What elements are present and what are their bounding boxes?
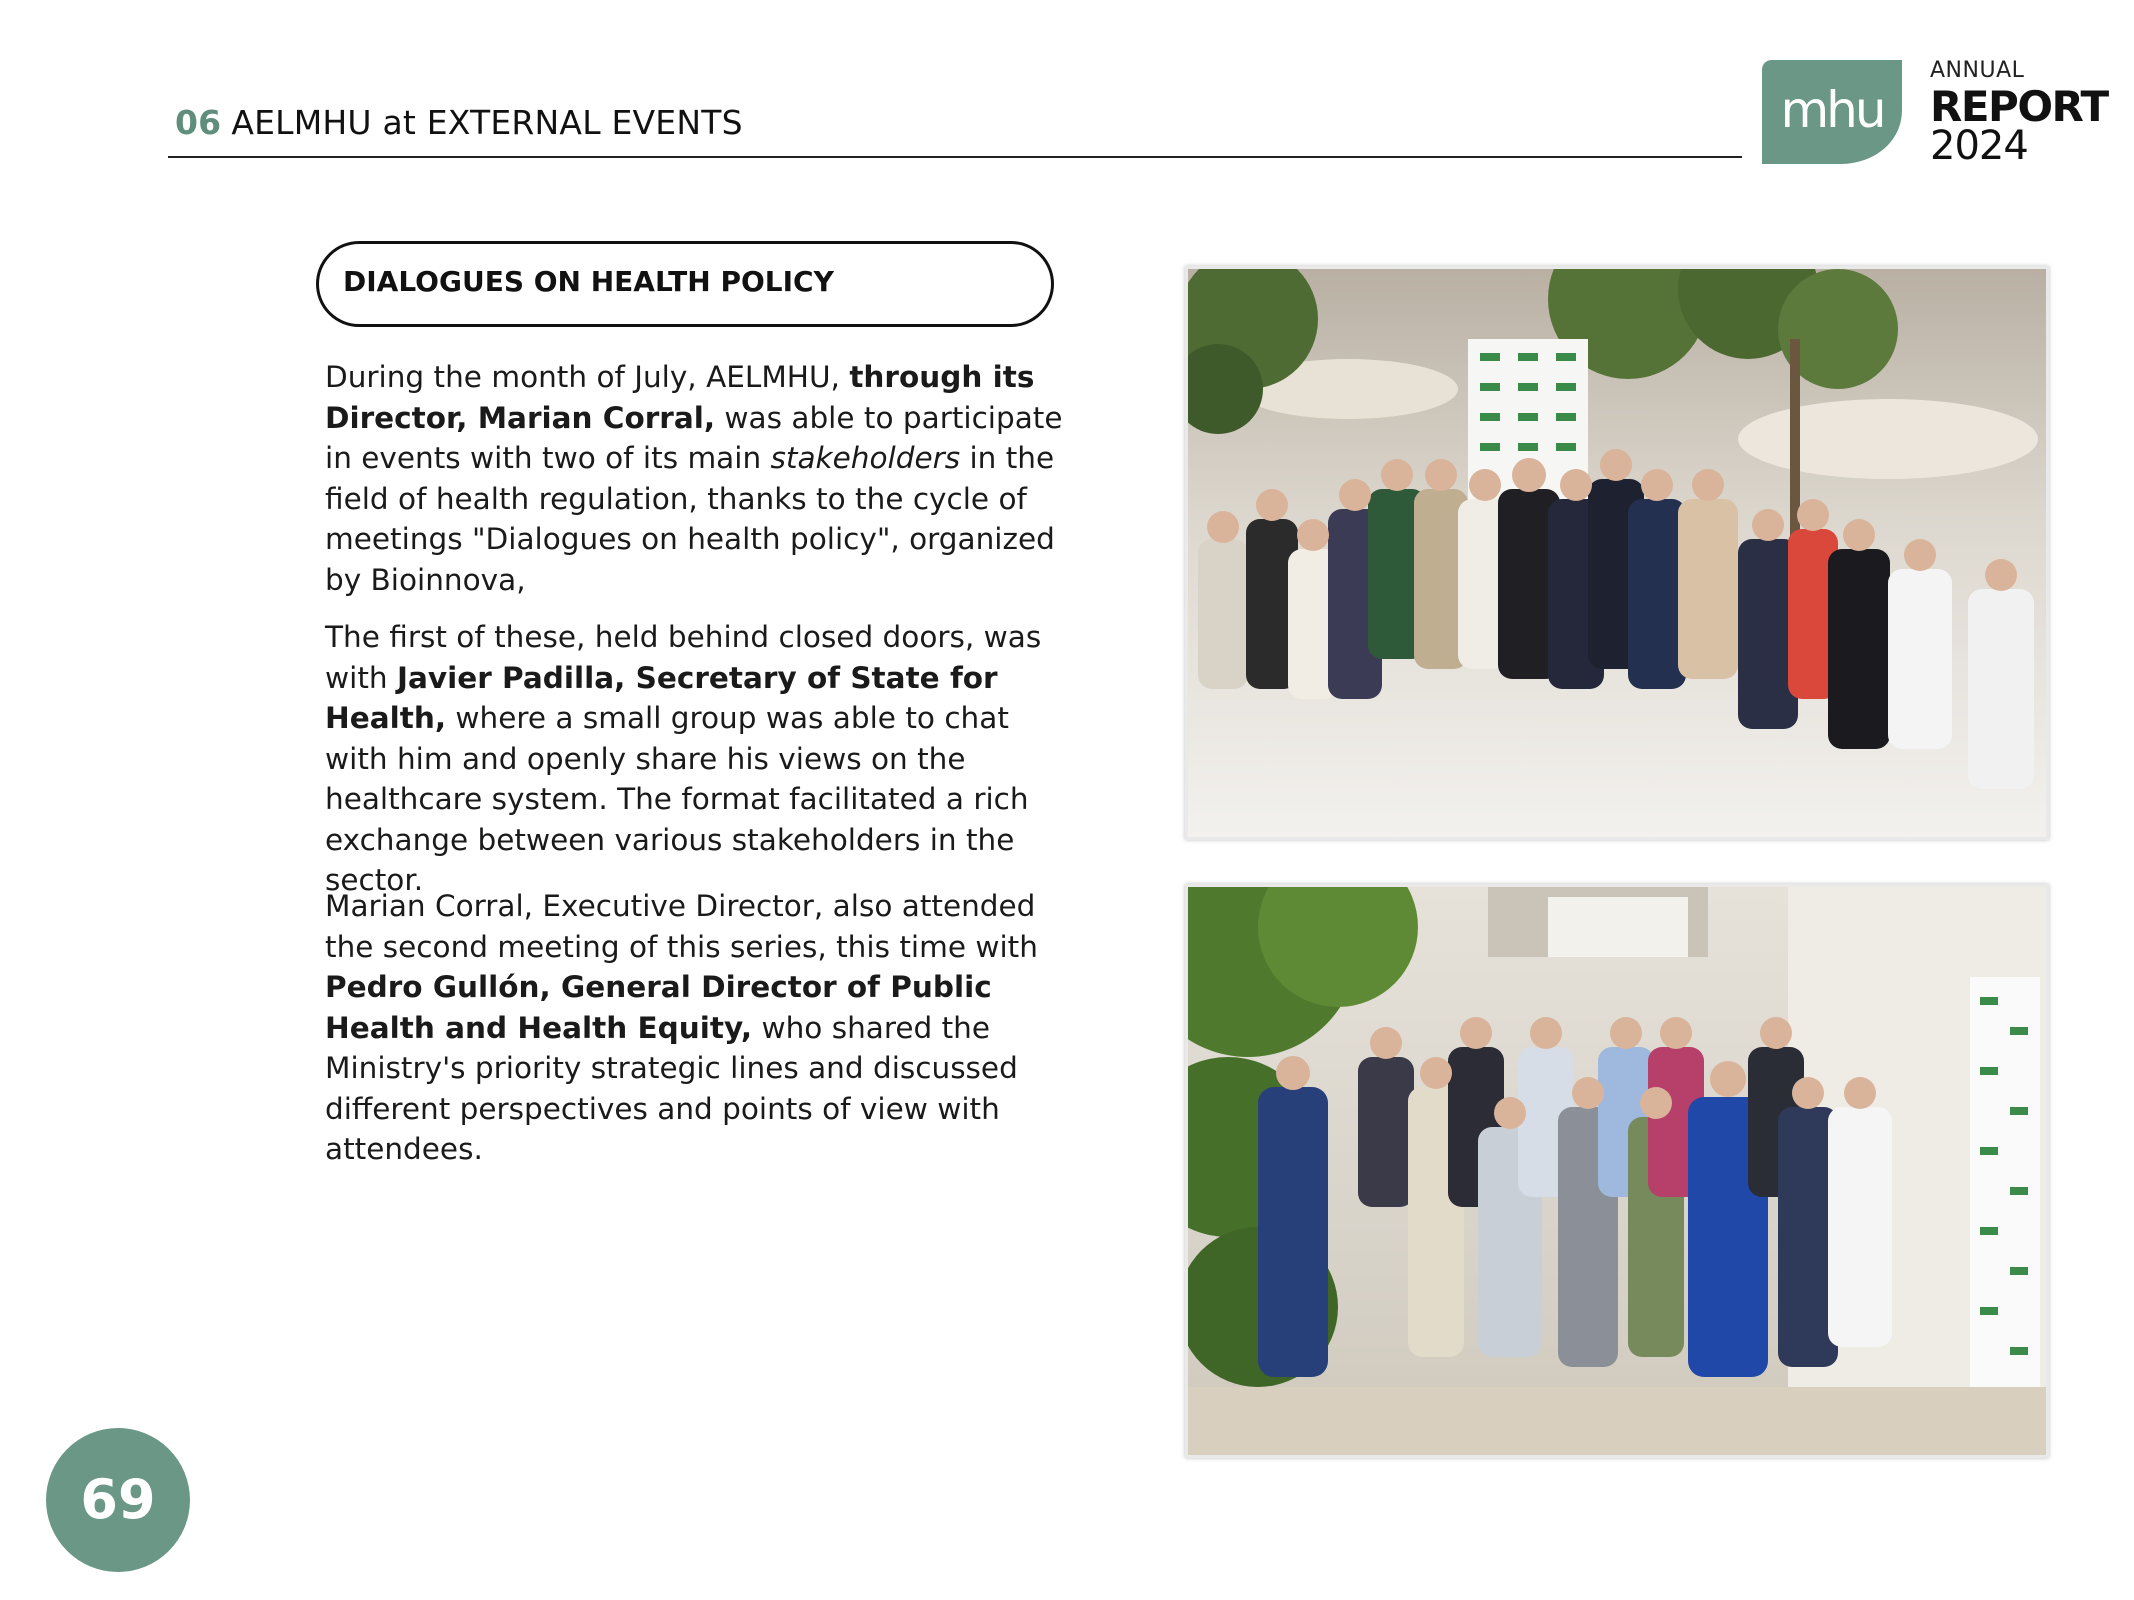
- p1-italic-1: stakeholders: [770, 441, 961, 475]
- p1-text-2: was able to participate in events with two of its main: [325, 400, 1063, 475]
- section-title-pill: [316, 241, 1054, 327]
- logo-mark-text: mhu: [1780, 81, 1884, 139]
- paragraph-3: [325, 886, 1065, 1170]
- p1-text-1: During the month of July, AELMHU,: [325, 360, 850, 394]
- page-number: 69: [80, 1468, 156, 1531]
- p2-bold-1: Javier Padilla, Secretary of State for Health,: [325, 660, 998, 735]
- page-number-badge: [46, 1428, 190, 1572]
- header-divider: [168, 156, 1742, 158]
- section-number: 06: [175, 103, 222, 142]
- p3-bold-1: Pedro Gullón, General Director of Public Health and Health Equity,: [325, 970, 992, 1045]
- p1-bold-1: through its Director, Marian Corral,: [325, 360, 1035, 435]
- p2-text-2: where a small group was able to chat with him and openly share his views on the healthcare system. The format facilitated a rich exchange between various stakeholders in the sector.: [325, 701, 1029, 897]
- mhu-logo: [1762, 60, 1902, 164]
- paragraph-2: [325, 617, 1065, 901]
- p3-text-2: who shared the Ministry's priority strategic lines and discussed different perspectives and points of view with attendees.: [325, 1010, 1018, 1166]
- p3-text-1: Marian Corral, Executive Director, also attended the second meeting of this series, this time with: [325, 889, 1038, 964]
- event-photo-2: [1185, 884, 2049, 1458]
- paragraph-1: [325, 357, 1065, 600]
- year-label: 2024: [1930, 123, 2028, 169]
- report-label: REPORT: [1930, 82, 2108, 131]
- p2-text-1: The first of these, held behind closed doors, was with: [325, 620, 1042, 695]
- event-photo-1: [1185, 266, 2049, 840]
- annual-label: ANNUAL: [1930, 58, 2025, 83]
- section-header: [175, 103, 743, 142]
- p1-text-3: in the field of health regulation, thanks to the cycle of meetings "Dialogues on health policy", organized by Bioinnova,: [325, 441, 1055, 597]
- annual-report-label: [1930, 58, 2108, 169]
- section-title: AELMHU at EXTERNAL EVENTS: [231, 103, 743, 142]
- section-heading: DIALOGUES ON HEALTH POLICY: [343, 265, 834, 298]
